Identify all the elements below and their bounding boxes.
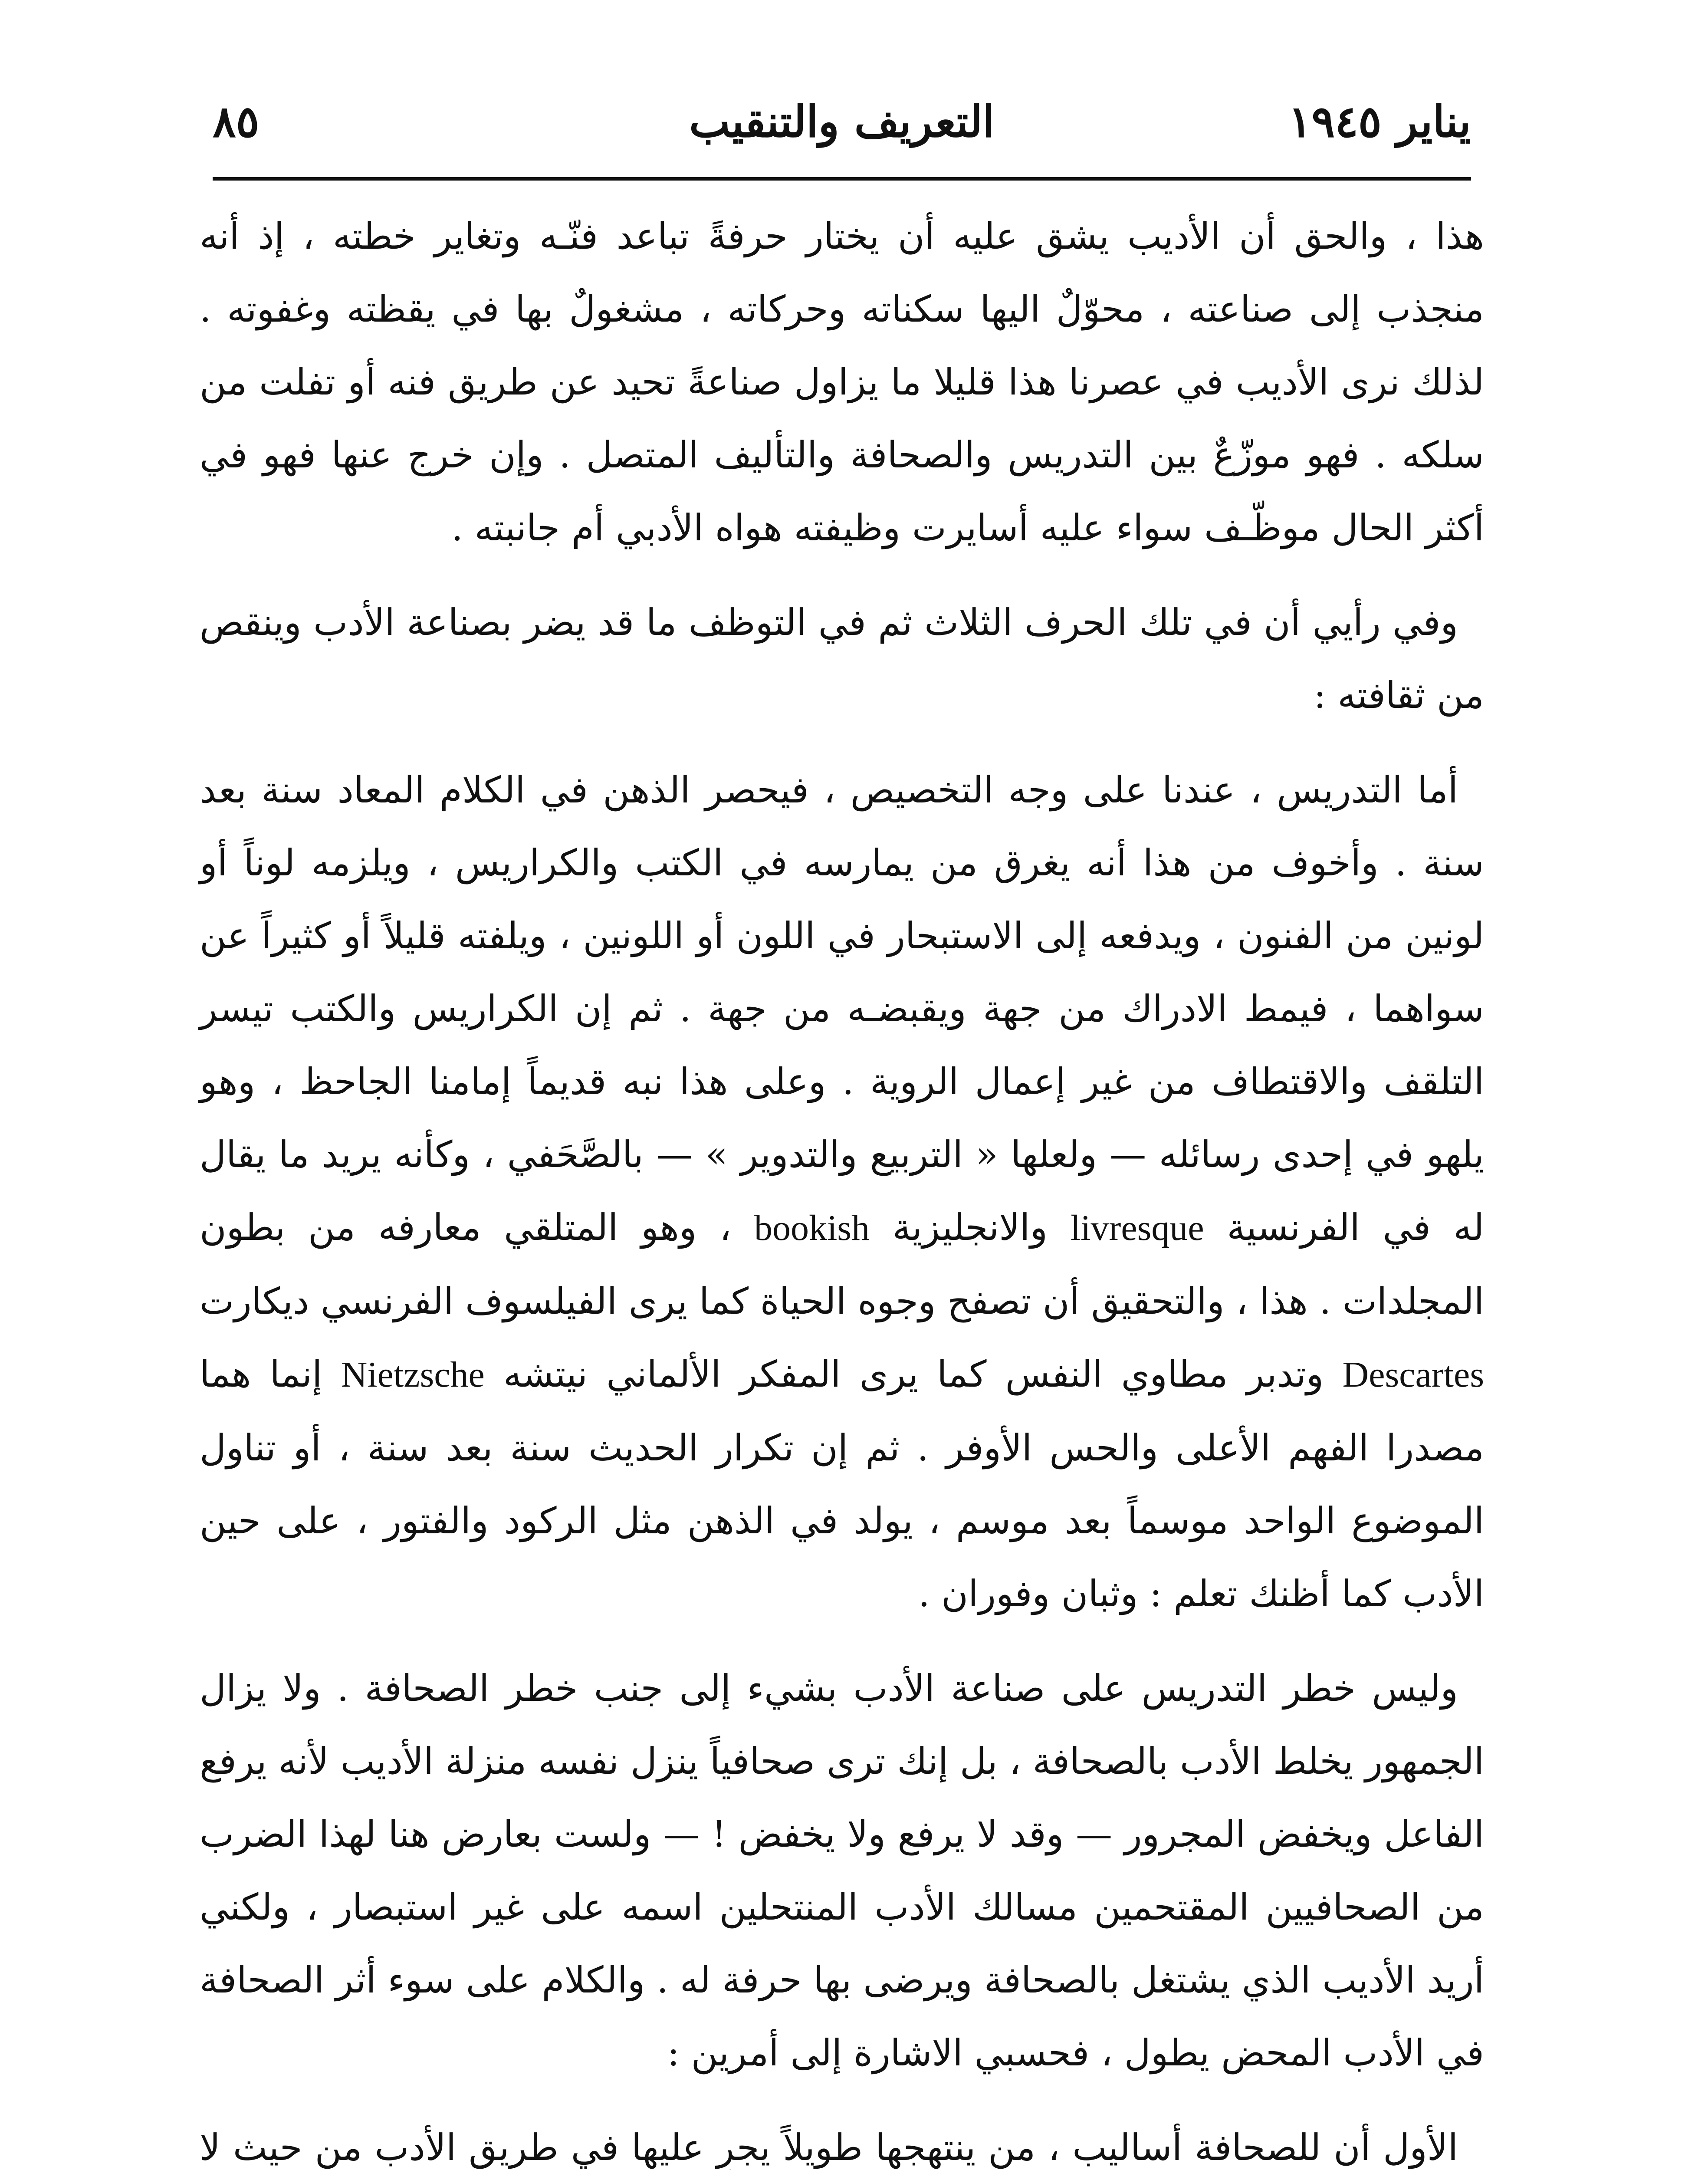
paragraph-3-part-3: ، وهو المتلقي معارفه من بطون المجلدات . هذا ، والتحقيق أن تصفح وجوه الحياة كما يرى الفيلسوف الفرنسي ديكارت	[200, 1206, 1484, 1322]
header-title: التعريف والتنقيب	[689, 96, 995, 147]
page-number: ٨٥	[213, 96, 259, 147]
paragraph-3-part-4: وتدبر مطاوي النفس كما يرى المفكر الألماني نيتشه	[503, 1353, 1324, 1395]
paragraph-3-part-2: والانجليزية	[892, 1206, 1048, 1249]
paragraph-3	[200, 753, 1484, 1630]
latin-term-descartes: Descartes	[1342, 1355, 1485, 1395]
header-date: يناير ١٩٤٥	[1288, 96, 1471, 147]
paragraph-1: هذا ، والحق أن الأديب يشق عليه أن يختار حرفةً تباعد فنّـه وتغاير خطته ، إذ أنه منجذب إلى صناعته ، محوّلٌ اليها سكناته وحركاته ، مشغولٌ بها في يقظته وغفوته . لذلك نرى الأديب في عصرنا هذا قليلا ما يزاول صناعةً تحيد عن طريق فنه أو تفلت من سلكه . فهو موزّعٌ بين التدريس والصحافة والتأليف المتصل . وإن خرج عنها فهو في أكثر الحال موظّـف سواء عليه أسايرت وظيفته هواه الأدبي أم جانبته .	[200, 215, 1484, 549]
latin-term-livresque: livresque	[1070, 1208, 1204, 1248]
paragraph-2: وفي رأيي أن في تلك الحرف الثلاث ثم في التوظف ما قد يضر بصناعة الأدب وينقص من ثقافته :	[200, 601, 1484, 717]
paragraph-4: وليس خطر التدريس على صناعة الأدب بشيء إلى جنب خطر الصحافة . ولا يزال الجمهور يخلط الأدب بالصحافة ، بل إنك ترى صحافياً ينزل نفسه منزلة الأديب لأنه يرفع الفاعل ويخفض المجرور — وقد لا يرفع ولا يخفض ! — ولست بعارض هنا لهذا الضرب من الصحافيين المقتحمين مسالك الأدب المنتحلين اسمه على غير استبصار ، ولكني أريد الأديب الذي يشتغل بالصحافة ويرضى بها حرفة له . والكلام على سوء أثر الصحافة في الأدب المحض يطول ، فحسبي الاشارة إلى أمرين :	[200, 1667, 1484, 2074]
running-header	[213, 87, 1471, 161]
paragraph-3-part-5: إنما هما مصدرا الفهم الأعلى والحس الأوفر . ثم إن تكرار الحديث سنة بعد سنة ، أو تناول الموضوع الواحد موسماً بعد موسم ، يولد في الذهن مثل الركود والفتور ، على حين الأدب كما أظنك تعلم : وثبان وفوران .	[200, 1353, 1484, 1615]
paragraph-3-part-1: أما التدريس ، عندنا على وجه التخصيص ، فيحصر الذهن في الكلام المعاد سنة بعد سنة . وأخوف من هذا أنه يغرق من يمارسه في الكتب والكراريس ، ويلزمه لوناً أو لونين من الفنون ، ويدفعه إلى الاستبحار في اللون أو اللونين ، ويلفته قليلاً أو كثيراً عن سواهما ، فيمط الادراك من جهة ويقبضـه من جهة . ثم إن الكراريس والكتب تيسر التلقف والاقتطاف من غير إعمال الروية . وعلى هذا نبه قديماً إمامنا الجاحظ ، وهو يلهو في إحدى رسائله — ولعلها « التربيع والتدوير » — بالصَّحَفي ، وكأنه يريد ما يقال له في الفرنسية	[200, 769, 1485, 1249]
body-text	[200, 200, 1484, 2170]
latin-term-nietzsche: Nietzsche	[341, 1355, 485, 1395]
header-rule	[213, 177, 1471, 181]
paragraph-5: الأول أن للصحافة أساليب ، من ينتهجها طويلاً يجرِ عليها في طريق الأدب من حيث لا	[200, 2126, 1458, 2169]
latin-term-bookish: bookish	[754, 1208, 870, 1248]
